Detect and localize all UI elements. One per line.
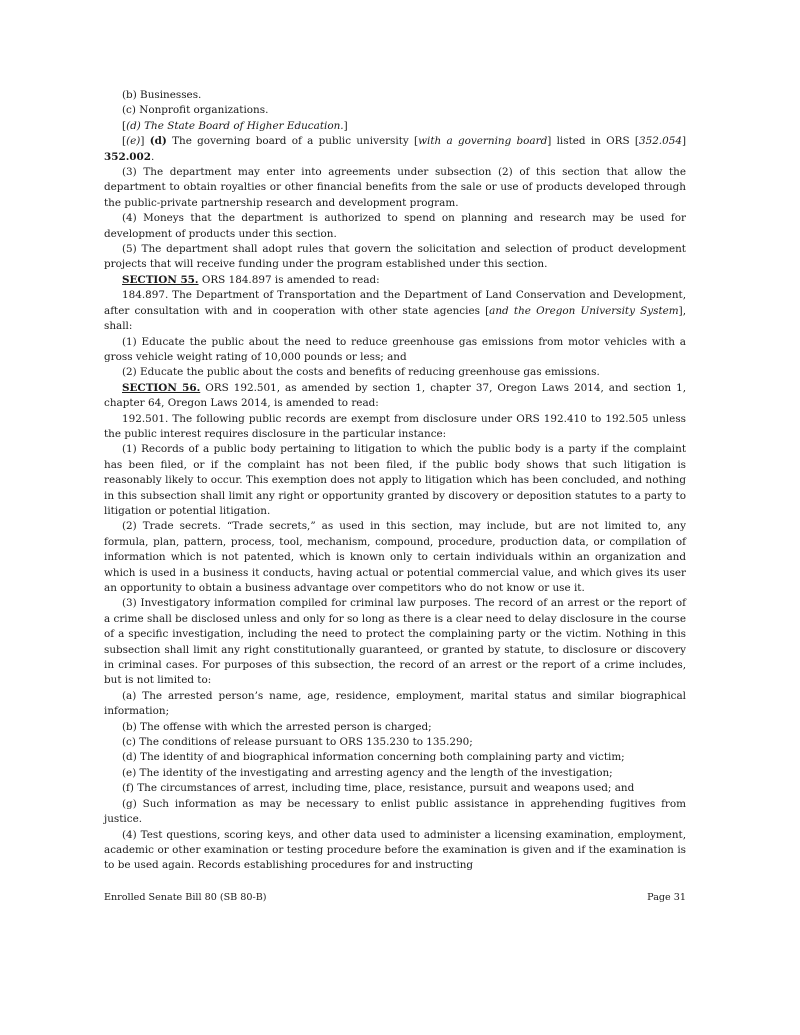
new-letter: (d) — [149, 135, 167, 148]
section-55-text: ORS 184.897 is amended to read: — [198, 273, 380, 286]
paragraph-c-nonprofit: (c) Nonprofit organizations. — [122, 104, 269, 117]
section-56-text: ORS 192.501, as amended by section 1, chapter 37, Oregon Laws 2014, and section 1, chapter 64, Oregon Laws 2014, is amended to read: — [104, 381, 687, 410]
paragraph-b-businesses: (b) Businesses. — [122, 89, 202, 101]
paragraph-educate-2: (2) Educate the public about the costs and benefits of reducing greenhouse gas emissions. — [122, 366, 600, 379]
paragraph-3-agreements: (3) The department may enter into agreements under subsection (2) of this section that allow the department to obtain royalties or other financial benefits from the sale or use of products developed through the public-private partnership research and development program. — [104, 166, 686, 209]
text-run: ] listed in ORS [ — [547, 135, 639, 148]
section-56-heading — [104, 381, 686, 412]
section-55-label: SECTION 55. — [122, 273, 199, 286]
paragraph-deleted-board — [104, 119, 686, 134]
paragraph-educate-1: (1) Educate the public about the need to reduce greenhouse gas emissions from motor vehicles with a gross vehicle weight rating of 10,000 pounds or less; and — [104, 335, 686, 363]
text-run: ], shall: — [104, 304, 686, 333]
paragraph-a-arrested: (a) The arrested person’s name, age, residence, employment, marital status and similar biographical information; — [104, 689, 686, 718]
text-run: 184.897. The Department of Transportation and the Department of Land Conservation and Development, after consultation with and in cooperation with other state agencies [ — [104, 289, 686, 317]
paragraph-4-test-questions: (4) Test questions, scoring keys, and other data used to administer a licensing examination, employment, academic or other examination or testing procedure before the examination is given and if the examination is to be used again. Records establishing procedures for and instructing — [104, 828, 686, 872]
paragraph-e-agency: (e) The identity of the investigating and arresting agency and the length of the investigation; — [122, 766, 613, 779]
section-55-heading — [104, 273, 686, 288]
bracket-close: ] — [343, 119, 348, 132]
text-run: [ — [122, 135, 127, 148]
paragraph-184-897 — [104, 288, 686, 334]
text-run: ] — [681, 135, 686, 148]
text-run: . — [151, 150, 155, 163]
paragraph-d-identity: (d) The identity of and biographical information concerning both complaining party and victim; — [122, 751, 625, 764]
paragraph-governing-board — [104, 134, 686, 165]
text-run: ] — [140, 135, 150, 148]
paragraph-5-rules: (5) The department shall adopt rules that govern the solicitation and selection of product development projects that will receive funding under the program established under this section. — [104, 243, 686, 271]
section-56-label: SECTION 56. — [122, 381, 201, 394]
deleted-citation: 352.054 — [638, 135, 682, 148]
paragraph-4-moneys: (4) Moneys that the department is authorized to spend on planning and research may be used for development of products under this section. — [104, 212, 686, 240]
bracket-open: [ — [122, 119, 127, 132]
page-footer — [104, 892, 686, 903]
deleted-letter: (e) — [126, 135, 141, 148]
deleted-phrase: and the Oregon University System — [489, 304, 679, 317]
paragraph-c-release: (c) The conditions of release pursuant to ORS 135.230 to 135.290; — [122, 736, 473, 749]
paragraph-3-investigatory: (3) Investigatory information compiled for criminal law purposes. The record of an arrest or the report of a crime shall be disclosed unless and only for so long as there is a clear need to delay disclosure in the course of a specific investigation, including the need to protect the complaining party or the victim. Nothing in this subsection shall limit any right constitutionally guaranteed, or granted by statute, to disclosure or discovery in criminal cases. For purposes of this subsection, the record of an arrest or the report of a crime includes, but is not limited to: — [104, 597, 686, 687]
text-run: The governing board of a public university [ — [166, 135, 419, 148]
paragraph-2-trade-secrets: (2) Trade secrets. “Trade secrets,” as used in this section, may include, but are not limited to, any formula, plan, pattern, process, tool, mechanism, compound, procedure, production data, or compilation of information which is not patented, which is known only to certain individuals within an organization and which is used in a business it conducts, having actual or potential commercial value, and which gives its user an opportunity to obtain a business advantage over competitors who do not know or use it. — [104, 520, 686, 594]
footer-page-number: Page 31 — [647, 892, 686, 903]
footer-bill-name: Enrolled Senate Bill 80 (SB 80-B) — [104, 892, 267, 903]
paragraph-f-circumstances: (f) The circumstances of arrest, including time, place, resistance, pursuit and weapons used; and — [122, 782, 635, 795]
deleted-phrase: with a governing board — [418, 135, 548, 148]
paragraph-b-offense: (b) The offense with which the arrested person is charged; — [122, 720, 432, 733]
new-citation: 352.002 — [104, 150, 151, 163]
document-body — [104, 88, 686, 874]
paragraph-1-litigation: (1) Records of a public body pertaining to litigation to which the public body is a party if the complaint has been filed, or if the complaint has not been filed, if the public body shows that such litigation is reasonably likely to occur. This exemption does not apply to litigation which has been concluded, and nothing in this subsection shall limit any right or opportunity granted by discovery or deposition statutes to a party to litigation or potential litigation. — [104, 443, 686, 517]
paragraph-192-501: 192.501. The following public records are exempt from disclosure under ORS 192.410 to 192.505 unless the public interest requires disclosure in the particular instance: — [104, 412, 686, 440]
paragraph-g-information: (g) Such information as may be necessary to enlist public assistance in apprehending fugitives from justice. — [104, 797, 686, 826]
deleted-text: (d) The State Board of Higher Education. — [126, 119, 344, 132]
